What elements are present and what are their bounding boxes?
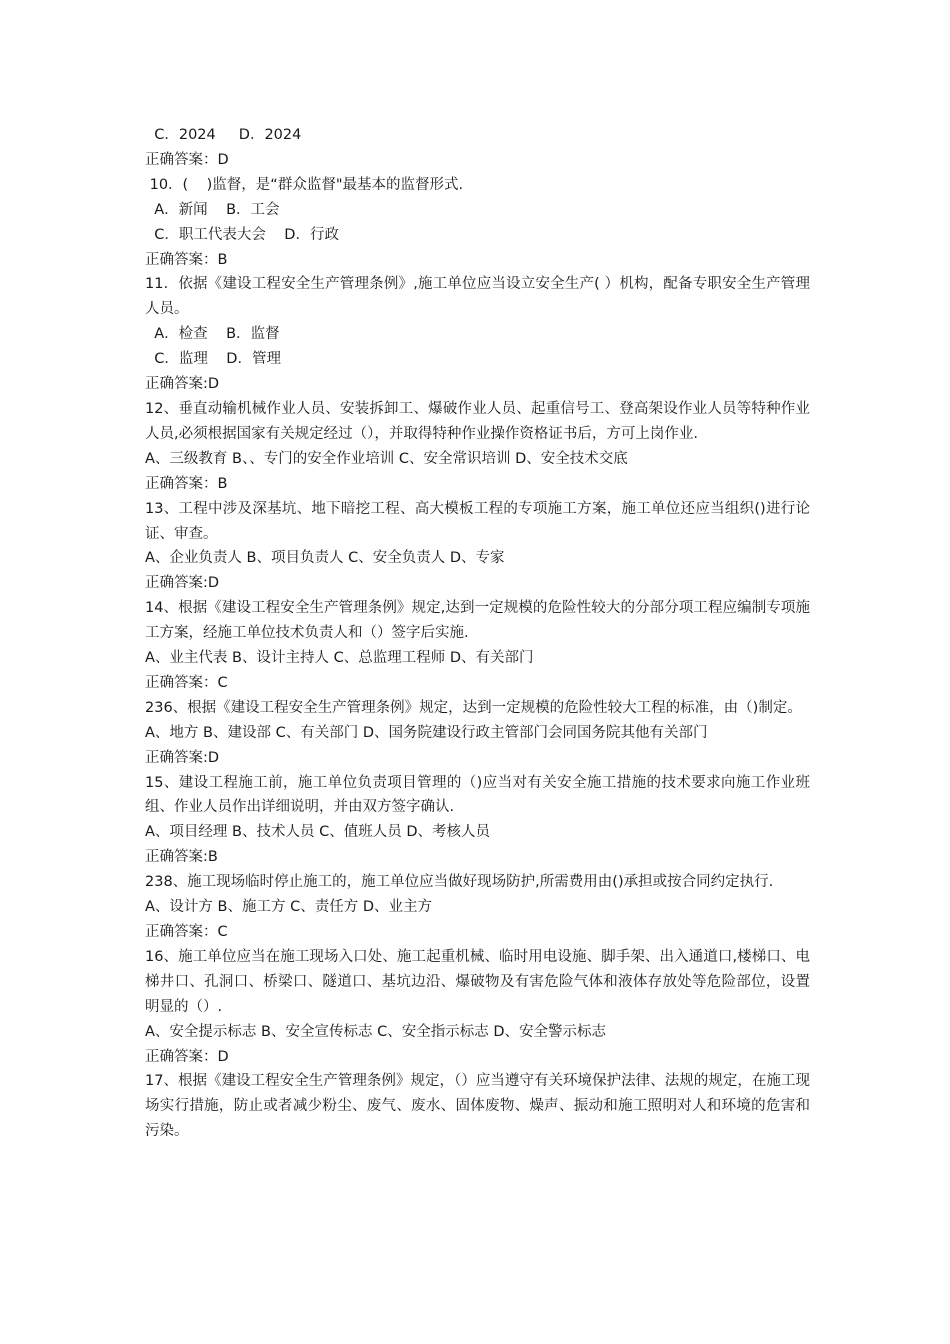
question-text: 236、根据《建设工程安全生产管理条例》规定，达到一定规模的危险性较大工程的标准，由（)制定。 bbox=[145, 699, 802, 716]
option-line: A、企业负责人 B、项目负责人 C、安全负责人 D、专家 bbox=[145, 550, 505, 567]
question-text: 10．( )监督，是“群众监督"最基本的监督形式. bbox=[145, 176, 464, 193]
option-line: A、三级教育 B、、专门的安全作业培训 C、安全常识培训 D、安全技术交底 bbox=[145, 450, 628, 467]
answer-line: 正确答案:D bbox=[145, 749, 220, 766]
option-line: A、项目经理 B、技术人员 C、值班人员 D、考核人员 bbox=[145, 824, 490, 841]
answer-line: 正确答案：D bbox=[145, 1048, 229, 1065]
option-line: A、设计方 B、施工方 C、责任方 D、业主方 bbox=[145, 899, 432, 916]
option-line: A．检查 B．监督 bbox=[145, 326, 280, 343]
answer-line: 正确答案：C bbox=[145, 924, 228, 940]
option-line: C．2024 D．2024 bbox=[145, 127, 302, 143]
question-text: 11．依据《建设工程安全生产管理条例》,施工单位应当设立安全生产( ）机构，配备专职安全生产管理人员。 bbox=[145, 276, 810, 318]
question-text: 17、根据《建设工程安全生产管理条例》规定，（）应当遵守有关环境保护法律、法规的规定，在施工现场实行措施，防止或者减少粉尘、废气、废水、固体废物、燥声、振动和施工照明对人和环境的危害和污染。 bbox=[145, 1073, 810, 1140]
option-line: C．职工代表大会 D．行政 bbox=[145, 226, 339, 243]
option-line: A、地方 B、建设部 C、有关部门 D、国务院建设行政主管部门会同国务院其他有关部门 bbox=[145, 724, 708, 741]
question-text: 13、工程中涉及深基坑、地下暗挖工程、高大模板工程的专项施工方案，施工单位还应当组织()进行论证、审查。 bbox=[145, 500, 810, 542]
answer-line: 正确答案：B bbox=[145, 251, 228, 268]
option-line: A、安全提示标志 B、安全宣传标志 C、安全指示标志 D、安全警示标志 bbox=[145, 1023, 606, 1040]
option-line: A．新闻 B．工会 bbox=[145, 201, 280, 218]
question-text: 14、根据《建设工程安全生产管理条例》规定,达到一定规模的危险性较大的分部分项工程应编制专项施工方案，经施工单位技术负责人和（）签字后实施. bbox=[145, 600, 810, 642]
option-line: C．监理 D．管理 bbox=[145, 351, 281, 368]
question-text: 12、垂直动输机械作业人员、安装拆卸工、爆破作业人员、起重信号工、登高架设作业人员等特种作业人员,必须根据国家有关规定经过（），并取得特种作业操作资格证书后，方可上岗作业. bbox=[145, 400, 810, 442]
question-text: 16、施工单位应当在施工现场入口处、施工起重机械、临时用电设施、脚手架、出入通道口,楼梯口、电梯井口、孔洞口、桥梁口、隧道口、基坑边沿、爆破物及有害危险气体和液体存放处等危险部位，设置明显的（）. bbox=[145, 948, 810, 1015]
answer-line: 正确答案：B bbox=[145, 475, 228, 492]
answer-line: 正确答案:D bbox=[145, 376, 220, 393]
question-text: 15、建设工程施工前，施工单位负责项目管理的（)应当对有关安全施工措施的技术要求向施工作业班组、作业人员作出详细说明，并由双方签字确认. bbox=[145, 774, 810, 816]
answer-line: 正确答案：C bbox=[145, 674, 228, 691]
answer-line: 正确答案：D bbox=[145, 151, 229, 168]
option-line: A、业主代表 B、设计主持人 C、总监理工程师 D、有关部门 bbox=[145, 650, 534, 667]
question-text: 238、施工现场临时停止施工的，施工单位应当做好现场防护,所需费用由()承担或按合同约定执行. bbox=[145, 874, 774, 891]
document-page bbox=[145, 123, 810, 1144]
answer-line: 正确答案:B bbox=[145, 849, 218, 866]
answer-line: 正确答案:D bbox=[145, 575, 220, 592]
